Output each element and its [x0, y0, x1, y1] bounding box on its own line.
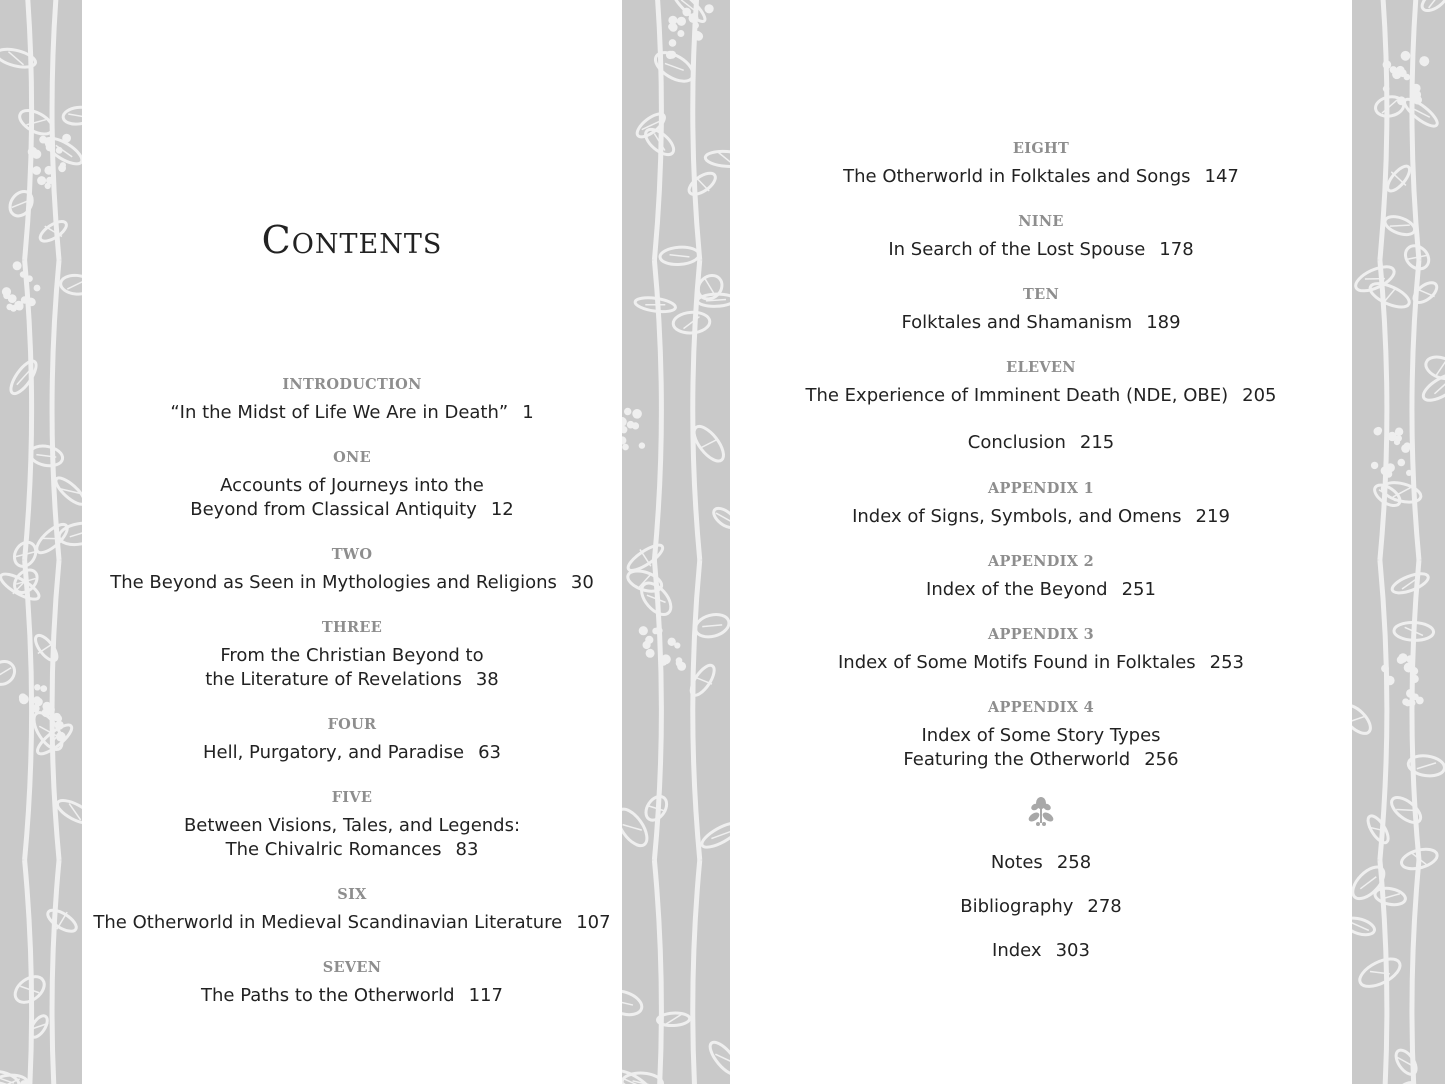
- chapter-label: FOUR: [327, 716, 377, 733]
- chapter-label: APPENDIX 2: [987, 553, 1095, 570]
- page-number: 219: [1195, 506, 1230, 527]
- entry-title-line: [730, 724, 1352, 748]
- entry-title-text: The Experience of Imminent Death (NDE, OBE): [805, 385, 1229, 406]
- toc-entry[interactable]: [730, 285, 1352, 335]
- entry-title-line: [730, 384, 1352, 408]
- page-number: 1: [522, 402, 534, 423]
- entry-title-text: Index: [992, 940, 1042, 961]
- toc-entry[interactable]: [82, 958, 622, 1008]
- entry-title-text: Between Visions, Tales, and Legends:: [183, 815, 521, 836]
- entry-title-line: [82, 984, 622, 1008]
- page-number: 107: [576, 912, 611, 933]
- contents-page-left: [82, 0, 622, 1084]
- entry-title-line: [82, 668, 622, 692]
- chapter-label: SIX: [337, 886, 367, 903]
- entry-title-text: Index of Some Story Types: [921, 725, 1161, 746]
- toc-entry[interactable]: [730, 479, 1352, 529]
- page-number: 63: [478, 742, 501, 763]
- page-number: 256: [1144, 749, 1179, 770]
- entry-title-text: From the Christian Beyond to: [220, 645, 484, 666]
- toc-entry[interactable]: [730, 939, 1352, 963]
- page-number: 38: [475, 669, 499, 690]
- chapter-label: EIGHT: [1012, 140, 1070, 157]
- chapter-label: INTRODUCTION: [282, 376, 422, 393]
- entry-title-text: Notes: [990, 852, 1043, 873]
- page-number: 251: [1121, 579, 1156, 600]
- chapter-label: APPENDIX 4: [987, 699, 1095, 716]
- entry-title-line: [82, 401, 622, 425]
- toc-list-left: [82, 375, 622, 1031]
- toc-entry[interactable]: [730, 431, 1352, 455]
- entry-title-text: Index of Signs, Symbols, and Omens: [852, 506, 1182, 527]
- entry-title-line: [730, 578, 1352, 602]
- entry-title-text: Hell, Purgatory, and Paradise: [203, 742, 465, 763]
- toc-entry[interactable]: [82, 618, 622, 692]
- chapter-label: SEVEN: [322, 959, 382, 976]
- entry-title-line: [82, 741, 622, 765]
- toc-entry[interactable]: [730, 698, 1352, 772]
- toc-entry[interactable]: [82, 545, 622, 595]
- page-number: 12: [490, 499, 514, 520]
- decorative-leaf-band-right: [1352, 0, 1445, 1084]
- toc-entry[interactable]: [82, 375, 622, 425]
- page-number: 147: [1204, 166, 1239, 187]
- toc-entry[interactable]: [82, 715, 622, 765]
- entry-title-text: Index of the Beyond: [926, 579, 1108, 600]
- entry-title-text: The Chivalric Romances: [225, 839, 442, 860]
- chapter-label: TWO: [331, 546, 373, 563]
- entry-title-line: [730, 895, 1352, 919]
- entry-title-text: Conclusion: [967, 432, 1066, 453]
- chapter-label: THREE: [321, 619, 383, 636]
- entry-title-line: [82, 911, 622, 935]
- decorative-leaf-band-center: [622, 0, 730, 1084]
- entry-title-text: The Beyond as Seen in Mythologies and Religions: [110, 572, 557, 593]
- entry-title-line: [82, 571, 622, 595]
- page-number: 117: [468, 985, 503, 1006]
- entry-title-text: Index of Some Motifs Found in Folktales: [837, 652, 1196, 673]
- entry-title-text: Folktales and Shamanism: [901, 312, 1133, 333]
- page-number: 253: [1209, 652, 1245, 673]
- leaf-flower-ornament-icon: [1026, 795, 1056, 829]
- entry-title-text: The Otherworld in Folktales and Songs: [843, 166, 1191, 187]
- entry-title-text: Accounts of Journeys into the: [220, 475, 484, 496]
- page-number: 83: [455, 839, 479, 860]
- page-number: 303: [1055, 940, 1090, 961]
- page-number: 215: [1079, 432, 1115, 453]
- leaf-vine-pattern-icon: [0, 0, 82, 1084]
- page-number: 178: [1159, 239, 1194, 260]
- entry-title-line: [730, 851, 1352, 875]
- chapter-label: FIVE: [331, 789, 373, 806]
- page-number: 278: [1087, 896, 1122, 917]
- leaf-vine-pattern-icon: [1352, 0, 1445, 1084]
- toc-entry[interactable]: [730, 895, 1352, 919]
- toc-entry[interactable]: [730, 139, 1352, 189]
- toc-entry[interactable]: [730, 625, 1352, 675]
- entry-title-text: Bibliography: [960, 896, 1074, 917]
- entry-title-line: [82, 838, 622, 862]
- entry-title-line: [730, 238, 1352, 262]
- entry-title-line: [730, 939, 1352, 963]
- entry-title-text: In Search of the Lost Spouse: [888, 239, 1146, 260]
- toc-entry[interactable]: [730, 358, 1352, 408]
- entry-title-line: [730, 748, 1352, 772]
- entry-title-text: The Paths to the Otherworld: [201, 985, 455, 1006]
- entry-title-line: [82, 644, 622, 668]
- chapter-label: ONE: [333, 449, 371, 466]
- entry-title-text: Beyond from Classical Antiquity: [190, 499, 477, 520]
- entry-title-line: [730, 311, 1352, 335]
- leaf-vine-pattern-icon: [622, 0, 730, 1084]
- toc-entry[interactable]: [82, 448, 622, 522]
- entry-title-line: [82, 498, 622, 522]
- toc-entry[interactable]: [730, 552, 1352, 602]
- chapter-label: NINE: [1018, 213, 1064, 230]
- chapter-label: APPENDIX 3: [987, 626, 1095, 643]
- entry-title-line: [730, 651, 1352, 675]
- page-number: 30: [570, 572, 594, 593]
- contents-page-right: [730, 0, 1352, 1084]
- toc-entry[interactable]: [730, 851, 1352, 875]
- entry-title-line: [82, 474, 622, 498]
- decorative-leaf-band-left: [0, 0, 82, 1084]
- page-number: 258: [1056, 852, 1092, 873]
- page-title: Contents: [261, 218, 443, 262]
- toc-entry[interactable]: [82, 788, 622, 862]
- entry-title-line: [82, 814, 622, 838]
- chapter-label: TEN: [1023, 286, 1059, 303]
- entry-title-text: the Literature of Revelations: [205, 669, 462, 690]
- page-number: 205: [1242, 385, 1277, 406]
- toc-entry[interactable]: [730, 212, 1352, 262]
- entry-title-line: [730, 505, 1352, 529]
- entry-title-text: Featuring the Otherworld: [903, 749, 1131, 770]
- page-number: 189: [1146, 312, 1181, 333]
- toc-entry[interactable]: [82, 885, 622, 935]
- entry-title-text: The Otherworld in Medieval Scandinavian Literature: [93, 912, 563, 933]
- toc-list-right: [730, 139, 1352, 983]
- entry-title-text: “In the Midst of Life We Are in Death”: [170, 402, 509, 423]
- chapter-label: ELEVEN: [1006, 359, 1076, 376]
- chapter-label: APPENDIX 1: [987, 480, 1095, 497]
- entry-title-line: [730, 431, 1352, 455]
- entry-title-line: [730, 165, 1352, 189]
